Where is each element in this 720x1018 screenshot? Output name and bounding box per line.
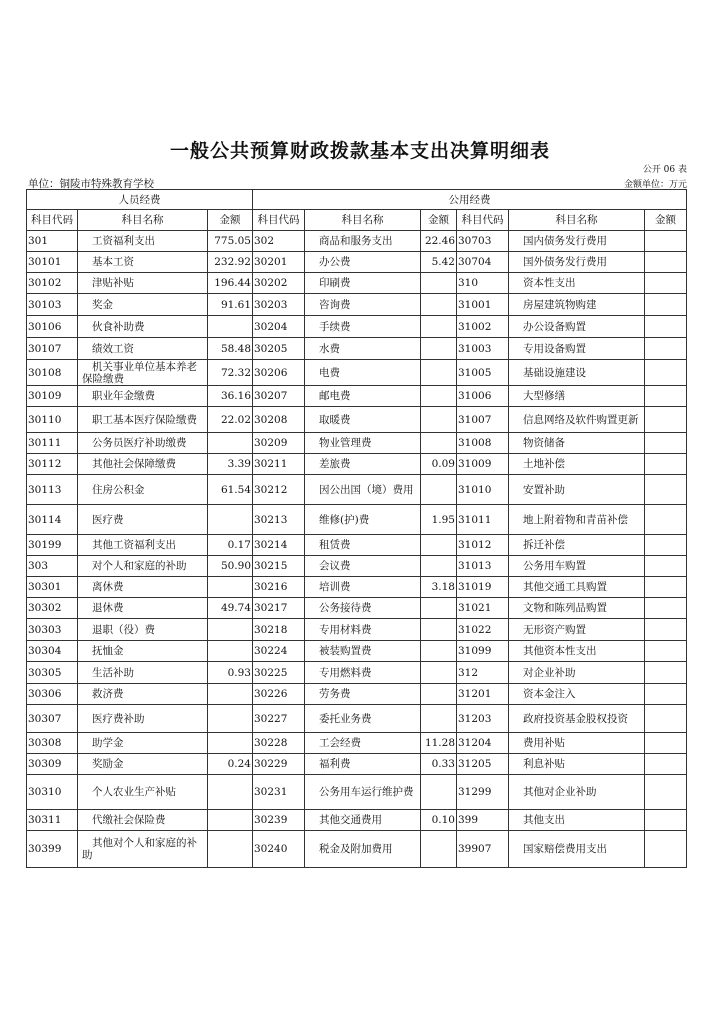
cell-name: 取暖费 <box>305 407 421 433</box>
cell-name: 物资储备 <box>509 433 645 454</box>
cell-amount <box>421 705 457 733</box>
cell-code: 30231 <box>253 775 305 810</box>
cell-name: 其他资本性支出 <box>509 641 645 662</box>
cell-name: 租赁费 <box>305 535 421 556</box>
cell-amount <box>645 386 687 407</box>
cell-code: 310 <box>457 273 509 294</box>
cell-amount <box>421 535 457 556</box>
cell-code: 31204 <box>457 733 509 754</box>
cell-name: 安置补助 <box>509 475 645 505</box>
cell-name: 国内债务发行费用 <box>509 231 645 252</box>
col-header-amount: 金额 <box>208 210 253 231</box>
cell-name: 医疗费 <box>78 505 208 535</box>
cell-name: 文物和陈列品购置 <box>509 598 645 619</box>
cell-amount <box>421 475 457 505</box>
cell-name: 房屋建筑物购建 <box>509 294 645 316</box>
cell-amount: 22.46 <box>421 231 457 252</box>
cell-name: 退职（役）费 <box>78 619 208 641</box>
cell-name: 个人农业生产补贴 <box>78 775 208 810</box>
table-row <box>27 535 687 556</box>
cell-amount <box>421 775 457 810</box>
cell-amount <box>208 831 253 868</box>
cell-name: 退休费 <box>78 598 208 619</box>
cell-name: 生活补助 <box>78 662 208 684</box>
table-row <box>27 386 687 407</box>
cell-name: 水费 <box>305 338 421 360</box>
cell-amount <box>645 733 687 754</box>
cell-code: 30209 <box>253 433 305 454</box>
table-row <box>27 598 687 619</box>
cell-name: 被装购置费 <box>305 641 421 662</box>
cell-code: 30302 <box>27 598 78 619</box>
cell-code: 30203 <box>253 294 305 316</box>
cell-code: 31003 <box>457 338 509 360</box>
cell-amount <box>645 641 687 662</box>
cell-code: 312 <box>457 662 509 684</box>
table-row <box>27 775 687 810</box>
cell-code: 30213 <box>253 505 305 535</box>
cell-code: 31299 <box>457 775 509 810</box>
cell-name: 离休费 <box>78 577 208 598</box>
cell-name: 公务员医疗补助缴费 <box>78 433 208 454</box>
cell-name: 土地补偿 <box>509 454 645 475</box>
col-header-code: 科目代码 <box>27 210 78 231</box>
cell-name: 绩效工资 <box>78 338 208 360</box>
cell-name: 抚恤金 <box>78 641 208 662</box>
cell-code: 30301 <box>27 577 78 598</box>
cell-code: 30310 <box>27 775 78 810</box>
cell-name: 医疗费补助 <box>78 705 208 733</box>
cell-code: 30107 <box>27 338 78 360</box>
cell-name: 基础设施建设 <box>509 360 645 386</box>
reporting-unit: 单位：铜陵市特殊教育学校 <box>28 178 154 190</box>
cell-amount <box>208 619 253 641</box>
cell-code: 30311 <box>27 810 78 831</box>
cell-name: 费用补贴 <box>509 733 645 754</box>
cell-name: 机关事业单位基本养老保险缴费 <box>78 360 208 386</box>
cell-code: 30218 <box>253 619 305 641</box>
table-row <box>27 733 687 754</box>
cell-name: 基本工资 <box>78 252 208 273</box>
cell-amount <box>421 619 457 641</box>
cell-code: 30229 <box>253 754 305 775</box>
cell-name: 政府投资基金股权投资 <box>509 705 645 733</box>
cell-code: 31019 <box>457 577 509 598</box>
cell-amount <box>645 577 687 598</box>
cell-name: 工资福利支出 <box>78 231 208 252</box>
cell-code: 30703 <box>457 231 509 252</box>
table-row <box>27 273 687 294</box>
cell-amount: 72.32 <box>208 360 253 386</box>
cell-code: 31002 <box>457 316 509 338</box>
cell-amount: 22.02 <box>208 407 253 433</box>
cell-name: 津贴补贴 <box>78 273 208 294</box>
col-header-name: 科目名称 <box>78 210 208 231</box>
cell-name: 其他交通工具购置 <box>509 577 645 598</box>
cell-code: 31005 <box>457 360 509 386</box>
table-row <box>27 684 687 705</box>
cell-name: 对企业补助 <box>509 662 645 684</box>
cell-code: 30307 <box>27 705 78 733</box>
cell-code: 30306 <box>27 684 78 705</box>
cell-amount <box>208 775 253 810</box>
cell-name: 专用设备购置 <box>509 338 645 360</box>
cell-amount <box>645 252 687 273</box>
cell-amount <box>645 831 687 868</box>
cell-name: 救济费 <box>78 684 208 705</box>
cell-amount <box>208 433 253 454</box>
cell-name: 资本性支出 <box>509 273 645 294</box>
cell-code: 30111 <box>27 433 78 454</box>
cell-code: 30303 <box>27 619 78 641</box>
cell-amount <box>421 556 457 577</box>
cell-code: 30110 <box>27 407 78 433</box>
table-row <box>27 556 687 577</box>
cell-code: 30226 <box>253 684 305 705</box>
cell-amount <box>208 505 253 535</box>
cell-name: 资本金注入 <box>509 684 645 705</box>
cell-code: 31011 <box>457 505 509 535</box>
cell-amount: 3.18 <box>421 577 457 598</box>
cell-name: 国家赔偿费用支出 <box>509 831 645 868</box>
cell-amount <box>421 831 457 868</box>
cell-amount <box>208 641 253 662</box>
cell-amount <box>645 598 687 619</box>
table-row <box>27 619 687 641</box>
cell-code: 31013 <box>457 556 509 577</box>
cell-name: 拆迁补偿 <box>509 535 645 556</box>
cell-name: 助学金 <box>78 733 208 754</box>
cell-code: 30217 <box>253 598 305 619</box>
cell-code: 30704 <box>457 252 509 273</box>
cell-name: 公务用车购置 <box>509 556 645 577</box>
cell-name: 其他社会保障缴费 <box>78 454 208 475</box>
cell-code: 399 <box>457 810 509 831</box>
col-header-name: 科目名称 <box>305 210 421 231</box>
cell-name: 委托业务费 <box>305 705 421 733</box>
cell-code: 30214 <box>253 535 305 556</box>
table-row <box>27 433 687 454</box>
cell-name: 公务接待费 <box>305 598 421 619</box>
cell-code: 30216 <box>253 577 305 598</box>
cell-name: 其他工资福利支出 <box>78 535 208 556</box>
cell-amount: 0.24 <box>208 754 253 775</box>
cell-name: 公务用车运行维护费 <box>305 775 421 810</box>
cell-code: 302 <box>253 231 305 252</box>
cell-code: 30102 <box>27 273 78 294</box>
cell-code: 31203 <box>457 705 509 733</box>
cell-code: 31006 <box>457 386 509 407</box>
cell-amount: 0.09 <box>421 454 457 475</box>
cell-name: 住房公积金 <box>78 475 208 505</box>
cell-amount <box>645 475 687 505</box>
cell-amount: 36.16 <box>208 386 253 407</box>
table-row <box>27 475 687 505</box>
cell-code: 30304 <box>27 641 78 662</box>
cell-code: 301 <box>27 231 78 252</box>
cell-code: 31007 <box>457 407 509 433</box>
cell-name: 培训费 <box>305 577 421 598</box>
cell-name: 专用燃料费 <box>305 662 421 684</box>
cell-amount: 58.48 <box>208 338 253 360</box>
cell-code: 30106 <box>27 316 78 338</box>
cell-code: 30204 <box>253 316 305 338</box>
cell-code: 31010 <box>457 475 509 505</box>
cell-name: 其他对个人和家庭的补助 <box>78 831 208 868</box>
cell-amount <box>645 775 687 810</box>
cell-amount: 232.92 <box>208 252 253 273</box>
cell-name: 手续费 <box>305 316 421 338</box>
cell-amount: 50.90 <box>208 556 253 577</box>
table-row <box>27 754 687 775</box>
cell-amount <box>421 386 457 407</box>
cell-name: 因公出国（境）费用 <box>305 475 421 505</box>
cell-code: 303 <box>27 556 78 577</box>
table-row <box>27 505 687 535</box>
cell-amount <box>421 338 457 360</box>
cell-code: 30207 <box>253 386 305 407</box>
cell-name: 办公费 <box>305 252 421 273</box>
cell-code: 30211 <box>253 454 305 475</box>
cell-amount <box>208 316 253 338</box>
cell-code: 30208 <box>253 407 305 433</box>
cell-amount: 775.05 <box>208 231 253 252</box>
cell-name: 咨询费 <box>305 294 421 316</box>
cell-amount <box>421 360 457 386</box>
cell-name: 利息补贴 <box>509 754 645 775</box>
amount-unit: 金额单位：万元 <box>623 180 687 190</box>
cell-name: 职业年金缴费 <box>78 386 208 407</box>
col-header-amount: 金额 <box>645 210 687 231</box>
cell-code: 30112 <box>27 454 78 475</box>
cell-code: 30201 <box>253 252 305 273</box>
cell-amount <box>645 273 687 294</box>
cell-code: 30309 <box>27 754 78 775</box>
cell-amount <box>421 273 457 294</box>
table-row <box>27 662 687 684</box>
cell-amount <box>208 810 253 831</box>
cell-amount <box>645 454 687 475</box>
cell-amount <box>208 733 253 754</box>
cell-code: 30239 <box>253 810 305 831</box>
cell-name: 办公设备购置 <box>509 316 645 338</box>
cell-amount <box>421 407 457 433</box>
cell-name: 商品和服务支出 <box>305 231 421 252</box>
cell-amount: 0.93 <box>208 662 253 684</box>
cell-name: 国外债务发行费用 <box>509 252 645 273</box>
table-row <box>27 577 687 598</box>
cell-amount: 49.74 <box>208 598 253 619</box>
cell-amount <box>645 556 687 577</box>
cell-name: 地上附着物和青苗补偿 <box>509 505 645 535</box>
form-number: 公开 06 表 <box>642 165 687 175</box>
cell-name: 其他对企业补助 <box>509 775 645 810</box>
cell-code: 31021 <box>457 598 509 619</box>
cell-code: 30199 <box>27 535 78 556</box>
cell-code: 30215 <box>253 556 305 577</box>
cell-name: 邮电费 <box>305 386 421 407</box>
cell-name: 奖励金 <box>78 754 208 775</box>
cell-code: 31008 <box>457 433 509 454</box>
group-header-personnel: 人员经费 <box>27 190 253 210</box>
cell-amount <box>421 316 457 338</box>
table-row <box>27 831 687 868</box>
cell-name: 会议费 <box>305 556 421 577</box>
cell-code: 30240 <box>253 831 305 868</box>
cell-name: 电费 <box>305 360 421 386</box>
cell-amount <box>645 338 687 360</box>
cell-amount <box>645 316 687 338</box>
cell-code: 39907 <box>457 831 509 868</box>
cell-amount <box>421 598 457 619</box>
cell-amount: 61.54 <box>208 475 253 505</box>
cell-amount: 91.61 <box>208 294 253 316</box>
cell-code: 31009 <box>457 454 509 475</box>
table-row <box>27 360 687 386</box>
cell-code: 30101 <box>27 252 78 273</box>
cell-amount <box>645 705 687 733</box>
cell-name: 印刷费 <box>305 273 421 294</box>
cell-name: 税金及附加费用 <box>305 831 421 868</box>
cell-amount <box>208 577 253 598</box>
cell-amount <box>645 619 687 641</box>
table-row <box>27 231 687 252</box>
cell-amount <box>421 294 457 316</box>
cell-code: 31012 <box>457 535 509 556</box>
cell-amount: 0.17 <box>208 535 253 556</box>
cell-amount: 3.39 <box>208 454 253 475</box>
cell-amount: 5.42 <box>421 252 457 273</box>
table-body <box>27 231 687 868</box>
cell-amount: 1.95 <box>421 505 457 535</box>
cell-amount <box>645 505 687 535</box>
cell-code: 30224 <box>253 641 305 662</box>
cell-name: 对个人和家庭的补助 <box>78 556 208 577</box>
cell-code: 30205 <box>253 338 305 360</box>
cell-amount <box>645 231 687 252</box>
cell-code: 30202 <box>253 273 305 294</box>
cell-code: 30308 <box>27 733 78 754</box>
cell-code: 30228 <box>253 733 305 754</box>
cell-amount <box>421 433 457 454</box>
table-row <box>27 252 687 273</box>
cell-amount <box>421 684 457 705</box>
table-row <box>27 705 687 733</box>
cell-amount <box>645 684 687 705</box>
cell-code: 31099 <box>457 641 509 662</box>
cell-name: 其他交通费用 <box>305 810 421 831</box>
cell-name: 工会经费 <box>305 733 421 754</box>
cell-amount <box>645 662 687 684</box>
cell-code: 30114 <box>27 505 78 535</box>
cell-name: 信息网络及软件购置更新 <box>509 407 645 433</box>
table-row <box>27 454 687 475</box>
table-row <box>27 407 687 433</box>
cell-name: 职工基本医疗保险缴费 <box>78 407 208 433</box>
cell-amount <box>421 641 457 662</box>
cell-name: 维修(护)费 <box>305 505 421 535</box>
col-header-name: 科目名称 <box>509 210 645 231</box>
page-title: 一般公共预算财政拨款基本支出决算明细表 <box>169 140 550 162</box>
group-header-public: 公用经费 <box>253 190 687 210</box>
cell-amount: 11.28 <box>421 733 457 754</box>
cell-name: 无形资产购置 <box>509 619 645 641</box>
cell-name: 劳务费 <box>305 684 421 705</box>
cell-amount <box>645 535 687 556</box>
cell-amount: 0.33 <box>421 754 457 775</box>
cell-code: 30108 <box>27 360 78 386</box>
table-row <box>27 316 687 338</box>
table-row <box>27 338 687 360</box>
cell-code: 30399 <box>27 831 78 868</box>
cell-code: 30113 <box>27 475 78 505</box>
cell-code: 30109 <box>27 386 78 407</box>
cell-code: 31201 <box>457 684 509 705</box>
cell-name: 物业管理费 <box>305 433 421 454</box>
cell-amount <box>208 684 253 705</box>
cell-amount <box>645 754 687 775</box>
table-row <box>27 641 687 662</box>
col-header-code: 科目代码 <box>457 210 509 231</box>
cell-amount: 0.10 <box>421 810 457 831</box>
cell-code: 30212 <box>253 475 305 505</box>
cell-name: 福利费 <box>305 754 421 775</box>
cell-code: 31001 <box>457 294 509 316</box>
cell-name: 差旅费 <box>305 454 421 475</box>
table-row <box>27 810 687 831</box>
cell-name: 伙食补助费 <box>78 316 208 338</box>
cell-amount <box>208 705 253 733</box>
cell-name: 其他支出 <box>509 810 645 831</box>
cell-code: 31022 <box>457 619 509 641</box>
cell-code: 30225 <box>253 662 305 684</box>
cell-name: 代缴社会保险费 <box>78 810 208 831</box>
cell-amount <box>645 433 687 454</box>
cell-code: 30103 <box>27 294 78 316</box>
cell-amount <box>421 662 457 684</box>
cell-code: 30227 <box>253 705 305 733</box>
col-header-code: 科目代码 <box>253 210 305 231</box>
col-header-amount: 金额 <box>421 210 457 231</box>
table-row <box>27 294 687 316</box>
cell-name: 专用材料费 <box>305 619 421 641</box>
cell-amount <box>645 294 687 316</box>
cell-code: 30305 <box>27 662 78 684</box>
cell-amount: 196.44 <box>208 273 253 294</box>
cell-code: 30206 <box>253 360 305 386</box>
cell-name: 奖金 <box>78 294 208 316</box>
expenditure-table <box>26 189 687 868</box>
cell-code: 31205 <box>457 754 509 775</box>
cell-name: 大型修缮 <box>509 386 645 407</box>
cell-amount <box>645 360 687 386</box>
cell-amount <box>645 407 687 433</box>
cell-amount <box>645 810 687 831</box>
